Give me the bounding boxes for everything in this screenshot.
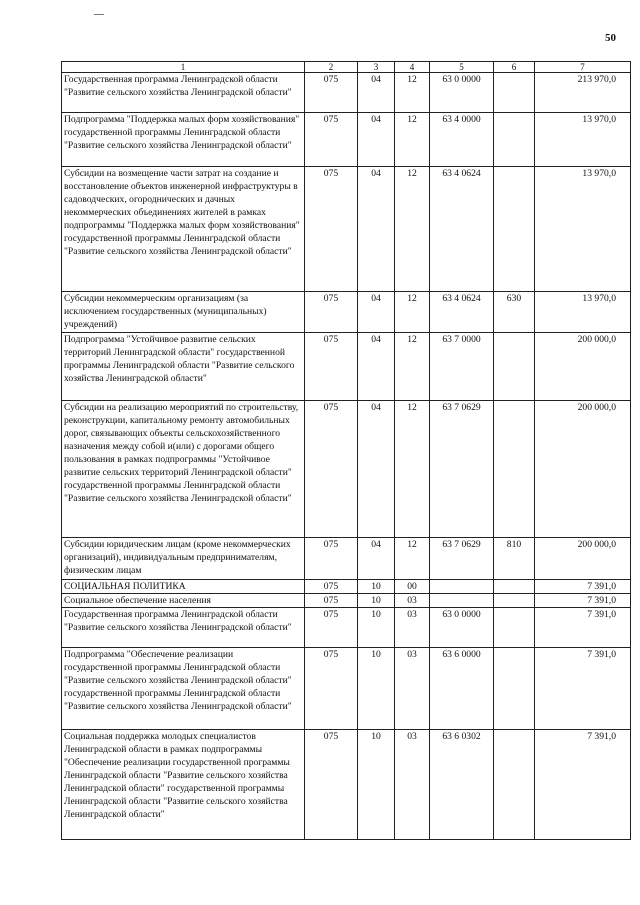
row-name: Субсидии на реализацию мероприятий по строительству, реконструкции, капитальному ремонту автомобильных дорог, связывающих объекты сельскохозяйственного назначения между собой и(или) с дорогами общего пользования в рамках подпрограммы "Устойчивое развитие сельских территорий Ленинградской области" государственной программы Ленинградской области "Развитие сельского хозяйства Ленинградской области" <box>62 401 305 538</box>
header-cell: 5 <box>430 62 494 73</box>
cell-target <box>430 594 494 608</box>
cell-section: 04 <box>358 113 395 167</box>
cell-subsection: 12 <box>395 538 430 580</box>
cell-section: 10 <box>358 648 395 730</box>
cell-subsection: 12 <box>395 333 430 401</box>
cell-amount: 200 000,0 <box>535 333 631 401</box>
cell-amount: 200 000,0 <box>535 538 631 580</box>
table-row <box>62 401 631 538</box>
cell-section: 04 <box>358 538 395 580</box>
cell-target: 63 4 0624 <box>430 167 494 292</box>
header-cell: 3 <box>358 62 395 73</box>
cell-section: 10 <box>358 594 395 608</box>
cell-ministry: 075 <box>305 73 358 113</box>
cell-amount: 13 970,0 <box>535 292 631 333</box>
cell-section: 04 <box>358 292 395 333</box>
row-name: СОЦИАЛЬНАЯ ПОЛИТИКА <box>62 580 305 594</box>
cell-expense-type <box>494 594 535 608</box>
cell-amount: 200 000,0 <box>535 401 631 538</box>
cell-section: 10 <box>358 580 395 594</box>
cell-target: 63 4 0624 <box>430 292 494 333</box>
cell-expense-type: 810 <box>494 538 535 580</box>
cell-amount: 7 391,0 <box>535 648 631 730</box>
cell-expense-type <box>494 730 535 840</box>
cell-subsection: 12 <box>395 113 430 167</box>
row-name: Подпрограмма "Поддержка малых форм хозяйствования" государственной программы Ленинградской области "Развитие сельского хозяйства Ленинградской области" <box>62 113 305 167</box>
cell-subsection: 12 <box>395 73 430 113</box>
cell-ministry: 075 <box>305 580 358 594</box>
table-row <box>62 730 631 840</box>
table-row <box>62 594 631 608</box>
cell-ministry: 075 <box>305 648 358 730</box>
cell-subsection: 00 <box>395 580 430 594</box>
row-name: Государственная программа Ленинградской области "Развитие сельского хозяйства Ленинградской области" <box>62 608 305 648</box>
cell-ministry: 075 <box>305 730 358 840</box>
cell-target: 63 4 0000 <box>430 113 494 167</box>
table-row <box>62 167 631 292</box>
table-row <box>62 333 631 401</box>
header-cell: 6 <box>494 62 535 73</box>
row-name: Социальная поддержка молодых специалистов Ленинградской области в рамках подпрограммы "Обеспечение реализации государственной программы Ленинградской области "Развитие сельского хозяйства Ленинградской области" государственной программы Ленинградской области "Развитие сельского хозяйства Ленинградской области" <box>62 730 305 840</box>
cell-target: 63 7 0000 <box>430 333 494 401</box>
table-row <box>62 73 631 113</box>
cell-subsection: 03 <box>395 608 430 648</box>
header-cell: 7 <box>535 62 631 73</box>
cell-section: 04 <box>358 333 395 401</box>
cell-amount: 7 391,0 <box>535 594 631 608</box>
table-row <box>62 580 631 594</box>
cell-section: 04 <box>358 73 395 113</box>
cell-expense-type <box>494 648 535 730</box>
table-row <box>62 113 631 167</box>
cell-expense-type <box>494 73 535 113</box>
table-row <box>62 648 631 730</box>
cell-ministry: 075 <box>305 113 358 167</box>
cell-section: 10 <box>358 608 395 648</box>
row-name: Социальное обеспечение населения <box>62 594 305 608</box>
cell-target: 63 6 0302 <box>430 730 494 840</box>
cell-amount: 7 391,0 <box>535 608 631 648</box>
cell-subsection: 03 <box>395 730 430 840</box>
cell-section: 04 <box>358 167 395 292</box>
row-name: Субсидии юридическим лицам (кроме некоммерческих организаций), индивидуальным предпринимателям, физическим лицам <box>62 538 305 580</box>
header-cell: 4 <box>395 62 430 73</box>
cell-expense-type <box>494 113 535 167</box>
cell-ministry: 075 <box>305 608 358 648</box>
cell-target <box>430 580 494 594</box>
cell-expense-type <box>494 580 535 594</box>
cell-amount: 13 970,0 <box>535 113 631 167</box>
cell-amount: 7 391,0 <box>535 580 631 594</box>
cell-ministry: 075 <box>305 167 358 292</box>
cell-expense-type <box>494 167 535 292</box>
cell-ministry: 075 <box>305 292 358 333</box>
table-row <box>62 538 631 580</box>
cell-expense-type <box>494 401 535 538</box>
row-name: Субсидии некоммерческим организациям (за исключением государственных (муниципальных) учреждений) <box>62 292 305 333</box>
cell-ministry: 075 <box>305 401 358 538</box>
row-name: Подпрограмма "Обеспечение реализации государственной программы Ленинградской области "Развитие сельского хозяйства Ленинградской области" государственной программы Ленинградской области "Развитие сельского хозяйства Ленинградской области" <box>62 648 305 730</box>
cell-section: 10 <box>358 730 395 840</box>
table-row <box>62 608 631 648</box>
cell-ministry: 075 <box>305 594 358 608</box>
cell-subsection: 12 <box>395 292 430 333</box>
scan-mark <box>94 14 104 15</box>
page-number: 50 <box>605 32 616 44</box>
cell-subsection: 03 <box>395 648 430 730</box>
cell-expense-type <box>494 608 535 648</box>
header-row <box>62 62 631 73</box>
budget-table <box>61 61 631 840</box>
header-cell: 2 <box>305 62 358 73</box>
cell-target: 63 7 0629 <box>430 401 494 538</box>
cell-subsection: 12 <box>395 167 430 292</box>
cell-subsection: 03 <box>395 594 430 608</box>
header-cell: 1 <box>62 62 305 73</box>
table-row <box>62 292 631 333</box>
cell-amount: 213 970,0 <box>535 73 631 113</box>
cell-ministry: 075 <box>305 538 358 580</box>
cell-amount: 7 391,0 <box>535 730 631 840</box>
cell-section: 04 <box>358 401 395 538</box>
row-name: Подпрограмма "Устойчивое развитие сельских территорий Ленинградской области" государственной программы Ленинградской области "Развитие сельского хозяйства Ленинградской области" <box>62 333 305 401</box>
cell-expense-type: 630 <box>494 292 535 333</box>
cell-target: 63 0 0000 <box>430 608 494 648</box>
cell-target: 63 6 0000 <box>430 648 494 730</box>
row-name: Государственная программа Ленинградской области "Развитие сельского хозяйства Ленинградской области" <box>62 73 305 113</box>
cell-ministry: 075 <box>305 333 358 401</box>
cell-target: 63 0 0000 <box>430 73 494 113</box>
cell-target: 63 7 0629 <box>430 538 494 580</box>
cell-subsection: 12 <box>395 401 430 538</box>
cell-amount: 13 970,0 <box>535 167 631 292</box>
cell-expense-type <box>494 333 535 401</box>
row-name: Субсидии на возмещение части затрат на создание и восстановление объектов инженерной инфраструктуры в садоводческих, огороднических и дачных некоммерческих объединениях жителей в рамках подпрограммы "Поддержка малых форм хозяйствования" государственной программы Ленинградской области "Развитие сельского хозяйства Ленинградской области" <box>62 167 305 292</box>
